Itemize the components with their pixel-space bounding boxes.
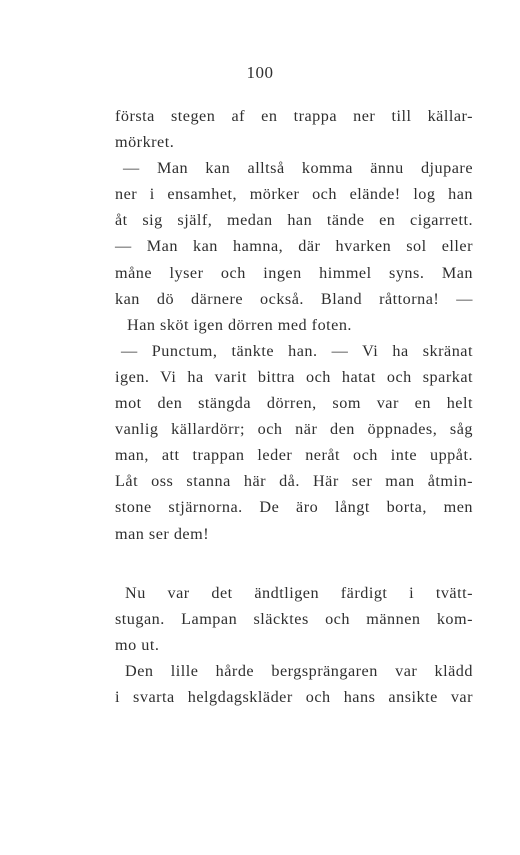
text-block-second — [115, 580, 473, 710]
text-line: måne lyser och ingen himmel syns. Man — [115, 263, 473, 282]
text-line: mo ut. — [115, 636, 160, 655]
text-line: Han sköt igen dörren med foten. — [127, 315, 352, 334]
text-line: åt sig själf, medan han tände en cigarrett. — [115, 211, 473, 230]
text-block-first — [115, 103, 473, 547]
text-line: Nu var det ändtligen färdigt i tvätt- — [125, 584, 473, 602]
text-line: man, att trappan leder neråt och inte uppåt. — [115, 446, 473, 465]
text-line: mot den stängda dörren, som var en helt — [115, 394, 473, 413]
text-line: ner i ensamhet, mörker och elände! log han — [115, 185, 473, 204]
text-line: — Man kan alltså komma ännu djupare — [123, 159, 473, 178]
page-number: 100 — [246, 63, 274, 82]
text-line: Den lille hårde bergsprängaren var klädd — [125, 662, 473, 681]
text-line: Låt oss stanna här då. Här ser man åtmin- — [115, 472, 473, 491]
text-line: igen. Vi ha varit bittra och hatat och sparkat — [115, 367, 473, 386]
text-line: stone stjärnorna. De äro långt borta, men — [115, 498, 473, 517]
text-line: — Punctum, tänkte han. — Vi ha skränat — [121, 341, 473, 360]
text-line: vanlig källardörr; och när den öppnades, såg — [115, 420, 473, 439]
text-line: i svarta helgdagskläder och hans ansikte var — [115, 688, 473, 707]
text-line: kan dö därnere också. Bland råttorna! — — [115, 289, 473, 308]
text-line: — Man kan hamna, där hvarken sol eller — [115, 237, 473, 256]
text-line: mörkret. — [115, 133, 175, 152]
text-line: första stegen af en trappa ner till källar- — [115, 107, 473, 125]
text-line: man ser dem! — [115, 524, 210, 543]
text-line: stugan. Lampan släcktes och männen kom- — [115, 610, 473, 629]
